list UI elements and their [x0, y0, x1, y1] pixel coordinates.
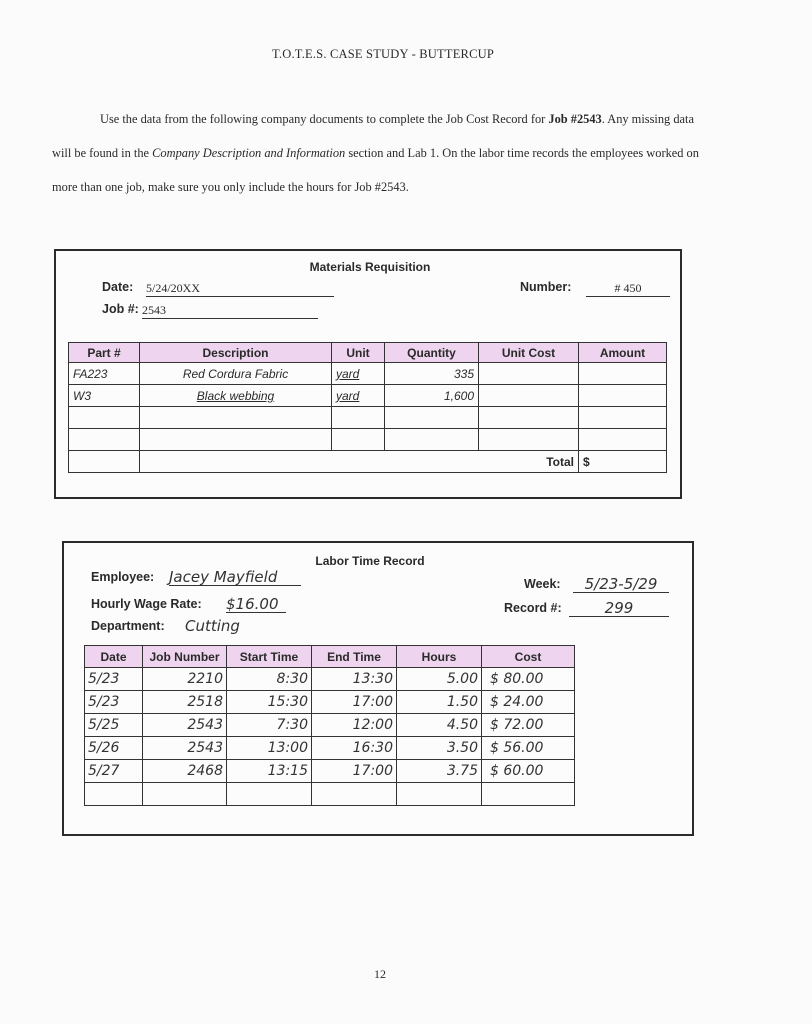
mr-cell-description: Red Cordura Fabric	[140, 363, 332, 385]
table-row	[69, 363, 667, 385]
ltr-cell-hours: 3.75	[397, 760, 482, 783]
ltr-cell-end: 12:00	[312, 714, 397, 737]
page-number: 12	[374, 967, 386, 981]
ltr-department-value: Cutting	[185, 617, 240, 635]
mr-cell-unit-cost	[479, 385, 579, 407]
materials-requisition-form	[54, 249, 682, 499]
ltr-cell-job: 2210	[143, 668, 227, 691]
mr-date-label: Date:	[102, 280, 134, 294]
mr-header-quantity: Quantity	[385, 343, 479, 363]
ltr-cell-hours: 5.00	[397, 668, 482, 691]
ltr-cell-date: 5/27	[85, 760, 143, 783]
mr-cell-unit-cost	[479, 363, 579, 385]
ltr-cell-date: 5/23	[85, 691, 143, 714]
mr-cell-part: FA223	[69, 363, 140, 385]
ltr-cell-start: 7:30	[227, 714, 312, 737]
ltr-header-job: Job Number	[143, 646, 227, 668]
intro-text-2: . Any missing data will be found in the	[52, 112, 694, 160]
ltr-week-label: Week:	[524, 577, 561, 591]
table-row	[85, 783, 575, 806]
mr-job-value: 2543	[142, 303, 318, 319]
mr-cell-unit: yard	[332, 385, 385, 407]
mr-cell-quantity: 1,600	[385, 385, 479, 407]
mr-cell-part: W3	[69, 385, 140, 407]
ltr-cell-hours: 1.50	[397, 691, 482, 714]
ltr-cell-end: 13:30	[312, 668, 397, 691]
mr-number-value: # 450	[586, 281, 670, 297]
table-row	[85, 760, 575, 783]
ltr-cell-start: 8:30	[227, 668, 312, 691]
ltr-cell-start: 13:15	[227, 760, 312, 783]
table-row	[85, 691, 575, 714]
table-row	[69, 385, 667, 407]
ltr-cell-end: 17:00	[312, 691, 397, 714]
mr-cell-amount	[579, 385, 667, 407]
ltr-cell-start: 15:30	[227, 691, 312, 714]
mr-total-label: Total	[140, 451, 579, 473]
mr-header-description: Description	[140, 343, 332, 363]
mr-header-part: Part #	[69, 343, 140, 363]
ltr-cell-job: 2543	[143, 714, 227, 737]
mr-header-amount: Amount	[579, 343, 667, 363]
ltr-employee-value: Jacey Mayfield	[169, 569, 301, 586]
mr-header-unit-cost: Unit Cost	[479, 343, 579, 363]
mr-cell-quantity: 335	[385, 363, 479, 385]
ltr-cell-hours: 3.50	[397, 737, 482, 760]
mr-header-unit: Unit	[332, 343, 385, 363]
ltr-cell-end: 17:00	[312, 760, 397, 783]
ltr-cell-cost: $ 24.00	[482, 691, 575, 714]
ltr-title: Labor Time Record	[315, 554, 425, 568]
table-row	[85, 737, 575, 760]
ltr-cell-start: 13:00	[227, 737, 312, 760]
ltr-wage-label: Hourly Wage Rate:	[91, 597, 202, 611]
table-row	[85, 668, 575, 691]
mr-number-label: Number:	[520, 280, 572, 294]
ltr-cell-date: 5/23	[85, 668, 143, 691]
ltr-cell-job: 2543	[143, 737, 227, 760]
ltr-cell-cost: $ 72.00	[482, 714, 575, 737]
table-row	[85, 714, 575, 737]
instructions	[52, 102, 712, 204]
ltr-header-end: End Time	[312, 646, 397, 668]
ltr-header-hours: Hours	[397, 646, 482, 668]
total-row	[69, 451, 667, 473]
ltr-header-cost: Cost	[482, 646, 575, 668]
intro-text-1: Use the data from the following company documents to complete the Job Cost Record for	[100, 112, 549, 126]
ltr-cell-cost: $ 56.00	[482, 737, 575, 760]
mr-job-label: Job #:	[102, 302, 139, 316]
ltr-header-date: Date	[85, 646, 143, 668]
ltr-record-label: Record #:	[504, 601, 562, 615]
ltr-record-value: 299	[569, 600, 669, 617]
labor-time-record-form	[62, 541, 694, 836]
materials-table	[68, 342, 667, 473]
ltr-header-start: Start Time	[227, 646, 312, 668]
ltr-wage-value: $16.00	[226, 596, 286, 613]
mr-total-value: $	[579, 451, 667, 473]
ltr-week-value: 5/23-5/29	[573, 576, 669, 593]
table-row	[69, 429, 667, 451]
mr-title: Materials Requisition	[309, 260, 431, 274]
intro-italic: Company Description and Information	[152, 146, 346, 160]
mr-cell-amount	[579, 363, 667, 385]
intro-job-bold: Job #2543	[548, 112, 602, 126]
ltr-department-label: Department:	[91, 619, 165, 633]
ltr-cell-hours: 4.50	[397, 714, 482, 737]
ltr-cell-date: 5/26	[85, 737, 143, 760]
mr-cell-description: Black webbing	[140, 385, 332, 407]
document-title: T.O.T.E.S. CASE STUDY - BUTTERCUP	[272, 47, 494, 61]
ltr-cell-job: 2468	[143, 760, 227, 783]
labor-table	[84, 645, 575, 806]
table-row	[69, 407, 667, 429]
ltr-cell-job: 2518	[143, 691, 227, 714]
mr-date-value: 5/24/20XX	[146, 281, 334, 297]
mr-cell-unit: yard	[332, 363, 385, 385]
intro-text-3: section and Lab 1. On the labor time records the employees worked on more than one job, make sure you only include the hours for Job #2543.	[52, 146, 699, 194]
ltr-cell-date: 5/25	[85, 714, 143, 737]
ltr-cell-cost: $ 80.00	[482, 668, 575, 691]
ltr-employee-label: Employee:	[91, 570, 155, 584]
ltr-cell-cost: $ 60.00	[482, 760, 575, 783]
ltr-cell-end: 16:30	[312, 737, 397, 760]
